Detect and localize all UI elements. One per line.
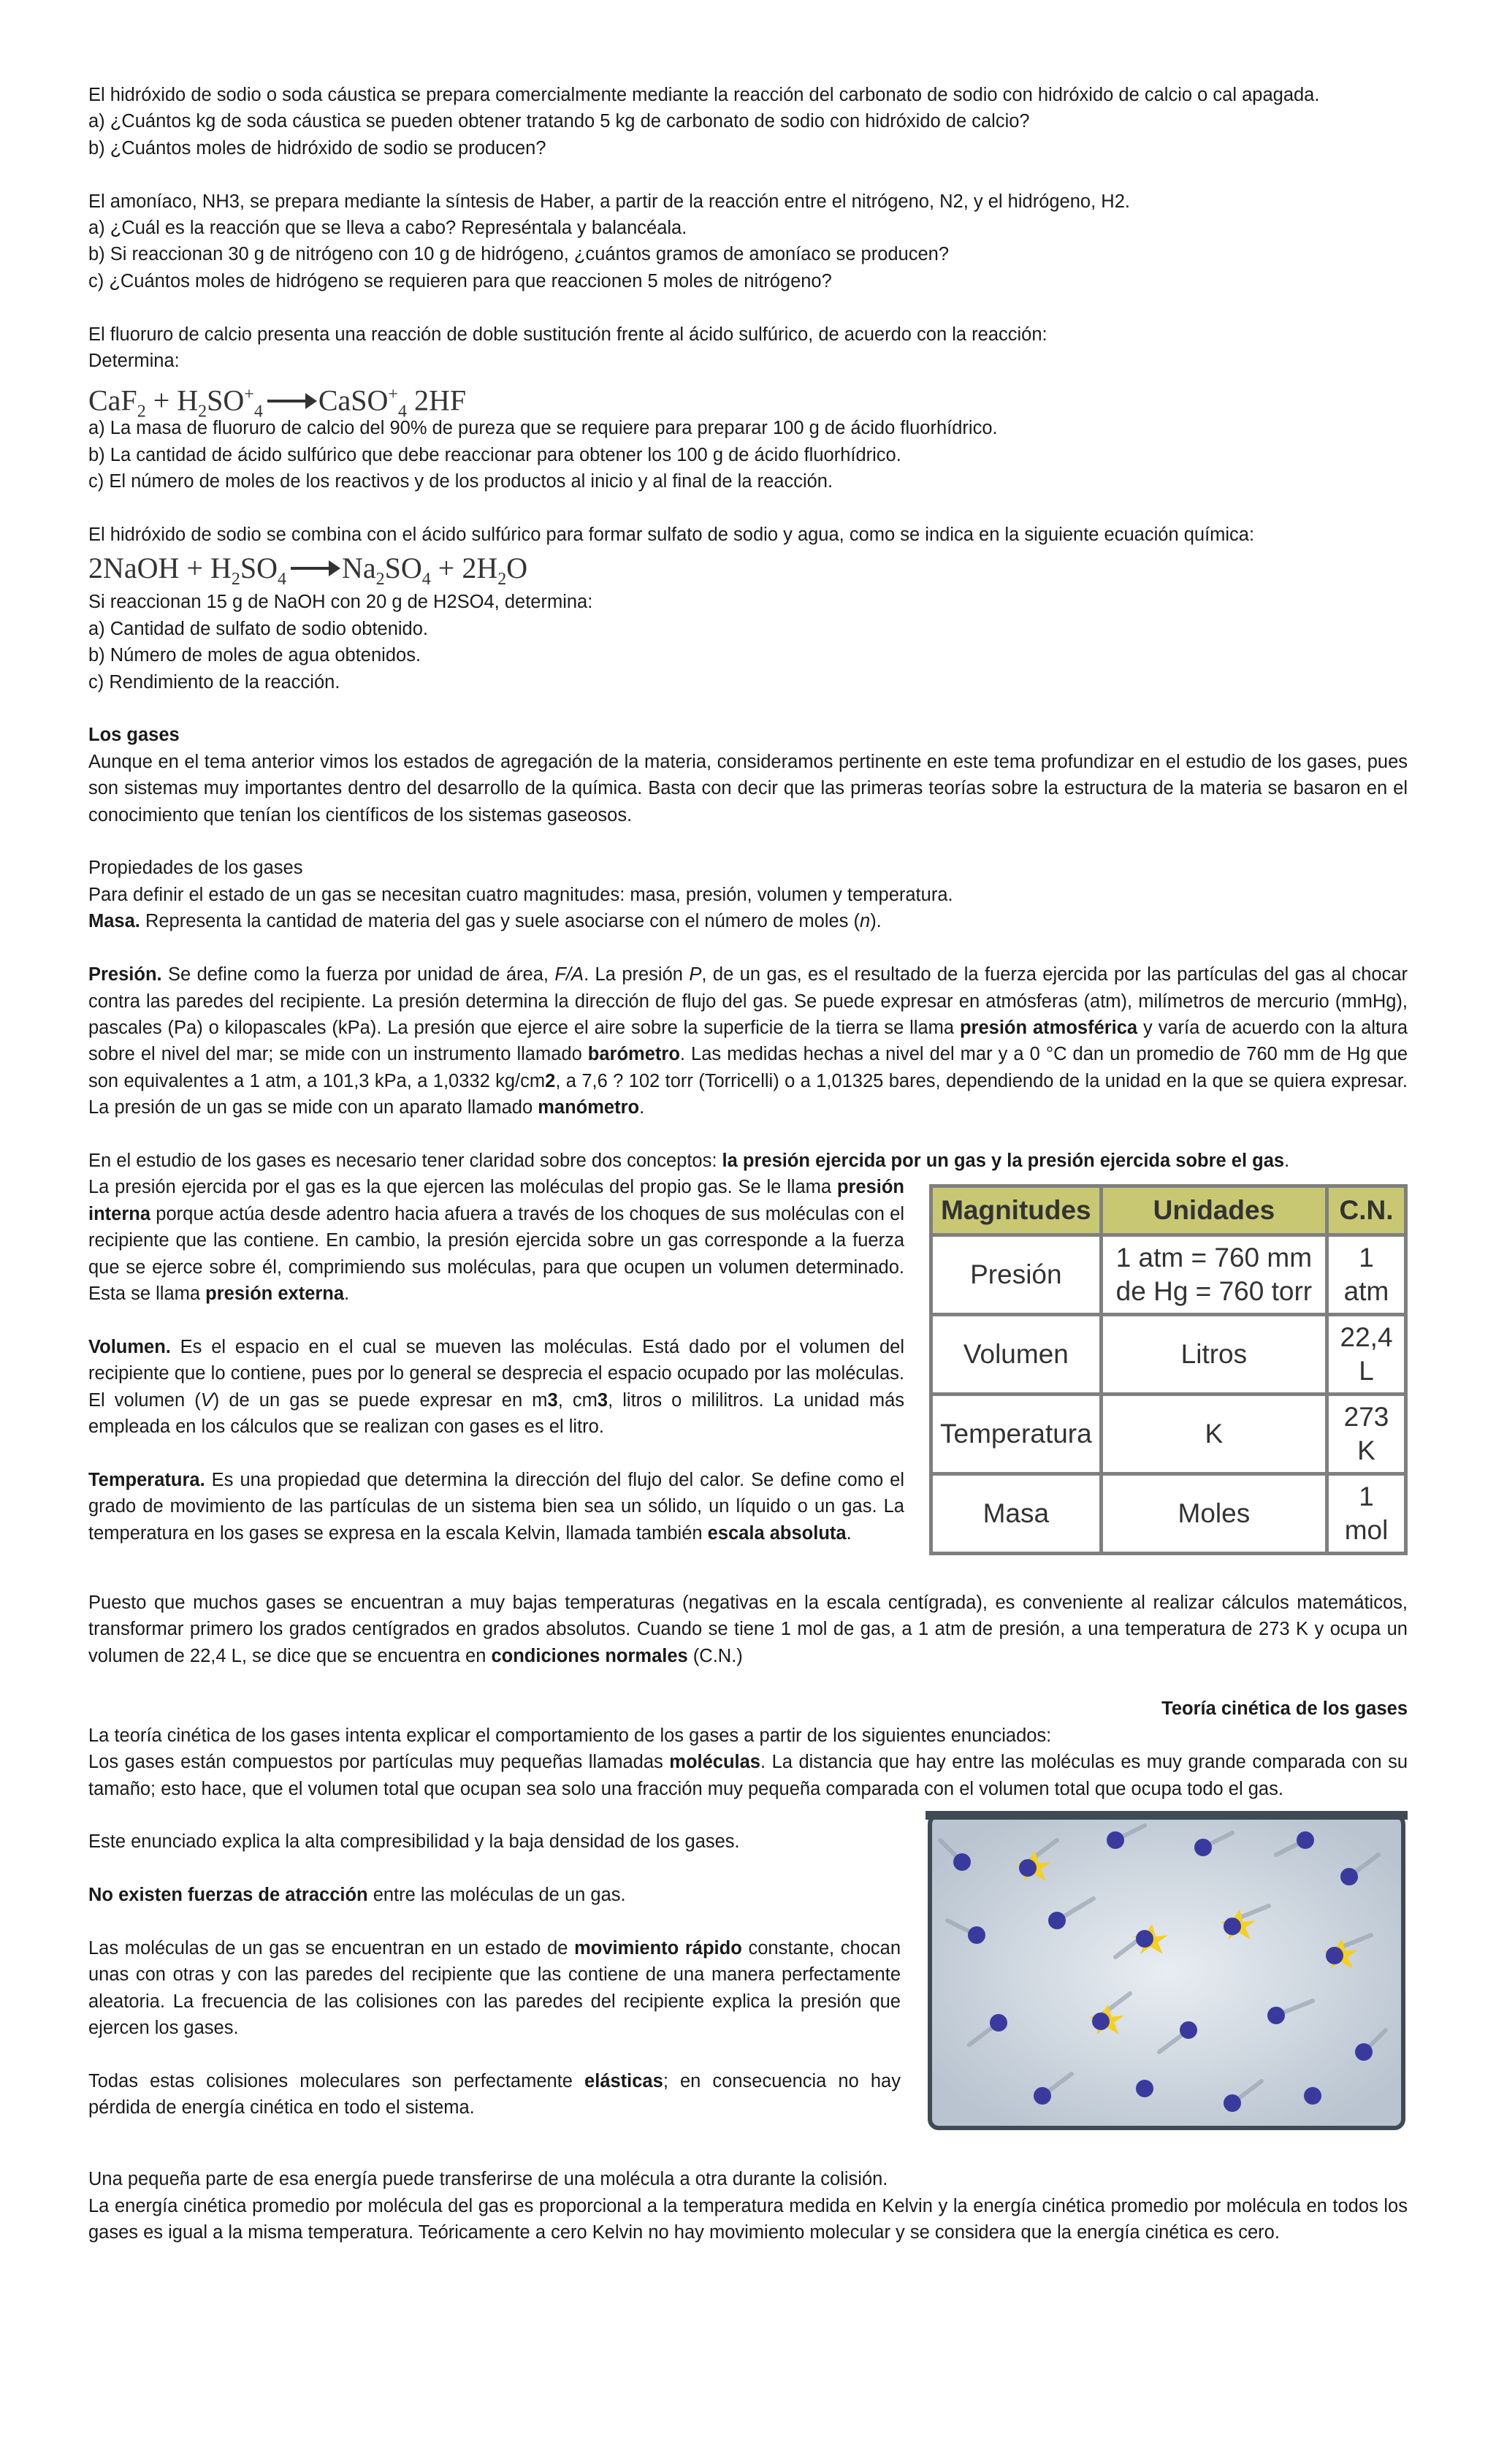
gases-intro: Aunque en el tema anterior vimos los estados de agregación de la materia, consideramos pertinente en este tema profundizar en el estudio de los gases, pues son sistemas muy importantes dentro del desarrollo de la química. Basta con decir que las primeras teorías sobre la estructura de la materia se basaron en el conocimiento que tenían los científicos de los sistemas gaseosos. <box>88 751 1408 825</box>
problem-3-statement: El fluoruro de calcio presenta una reacción de doble sustitución frente al ácido sulfúrico, de acuerdo con la reacción: <box>88 324 1047 345</box>
table-cell: K <box>1101 1395 1327 1474</box>
table-cell: Litros <box>1101 1315 1327 1395</box>
kinetic-molecules: Los gases están compuestos por partículas muy pequeñas llamadas moléculas. La distancia que hay entre las moléculas es muy grande comparada con su tamaño; esto hace, que el volumen total que ocupan sea solo una fracción muy pequeña comparada con el volumen total que ocupa todo el gas. <box>88 1752 1408 1799</box>
table-cell: Volumen <box>931 1315 1102 1395</box>
problem-3-b: b) La cantidad de ácido sulfúrico que debe reaccionar para obtener los 100 g de ácido fluorhídrico. <box>88 444 901 465</box>
table-row <box>931 1474 1406 1554</box>
table-header: Unidades <box>1101 1186 1327 1235</box>
problem-4-a: a) Cantidad de sulfato de sodio obtenido. <box>88 618 429 639</box>
problem-2-b: b) Si reaccionan 30 g de nitrógeno con 10 g de hidrógeno, ¿cuántos gramos de amoníaco se producen? <box>88 244 950 265</box>
properties-title: Propiedades de los gases <box>88 858 303 879</box>
problem-4-given: Si reaccionan 15 g de NaOH con 20 g de H2SO4, determina: <box>88 592 593 613</box>
equation-naoh: 2NaOH + $H_2SO_4$ $Na_2SO_4 + 2H_2O$ <box>88 552 528 590</box>
document-page <box>88 82 1408 2246</box>
volume-paragraph: Volumen. Es el espacio en el cual se mueven las moléculas. Está dado por el volumen del recipiente que lo contiene, pues por lo general se desprecia el espacio ocupado por las moléculas. El volumen (V) de un gas se puede expresar en m3, cm3, litros o mililitros. La unidad más empleada en los cálculos que se realizan con gases es el litro. <box>88 1336 904 1437</box>
equation-caf2: $CaF_2 + H_2SO^+_4$ CaSO+$_4$ 2HF <box>88 384 467 422</box>
units-table <box>929 1184 1408 1555</box>
kinetic-energy: La energía cinética promedio por molécula del gas es proporcional a la temperatura medida en Kelvin y la energía cinética promedio por molécula en todos los gases es igual a la misma temperatura. Teóricamente a cero Kelvin no hay movimiento molecular y se considera que la energía cinética es cero. <box>88 2195 1408 2243</box>
table-cell: Moles <box>1101 1474 1327 1554</box>
table-cell: 1 atm = 760 mm de Hg = 760 torr <box>1101 1235 1327 1315</box>
kinetic-elastic: Todas estas colisiones moleculares son perfectamente elásticas; en consecuencia no hay pérdida de energía cinética en todo el sistema. <box>88 2070 901 2118</box>
problem-4-b: b) Número de moles de agua obtenidos. <box>88 645 421 666</box>
section-title-gases: Los gases <box>88 725 180 746</box>
problem-1-a: a) ¿Cuántos kg de soda cáustica se pueden obtener tratando 5 kg de carbonato de sodio con hidróxido de calcio? <box>88 111 1030 132</box>
problem-2-a: a) ¿Cuál es la reacción que se lleva a cabo? Represéntala y balancéala. <box>88 218 687 239</box>
table-row <box>931 1235 1406 1315</box>
table-header: C.N. <box>1327 1186 1406 1235</box>
problem-2-statement: El amoníaco, NH3, se prepara mediante la síntesis de Haber, a partir de la reacción entre el nitrógeno, N2, y el hidrógeno, H2. <box>88 191 1130 212</box>
table-cell: Temperatura <box>931 1395 1102 1474</box>
kinetic-transfer: Una pequeña parte de esa energía puede transferirse de una molécula a otra durante la colisión. <box>88 2169 888 2190</box>
mass-paragraph: Masa. Representa la cantidad de materia del gas y suele asociarse con el número de moles (n). <box>88 911 882 932</box>
concepts-paragraph: En el estudio de los gases es necesario tener claridad sobre dos conceptos: la presión ejercida por un gas y la presión ejercida sobre el gas. <box>88 1150 1290 1171</box>
problem-3-c: c) El número de moles de los reactivos y de los productos al inicio y al final de la reacción. <box>88 471 833 492</box>
reaction-arrow-icon <box>267 400 314 403</box>
table-cell: 273 K <box>1327 1395 1406 1474</box>
table-row <box>931 1315 1406 1395</box>
problem-3-determine: Determina: <box>88 351 180 372</box>
pressure-paragraph: Presión. Se define como la fuerza por unidad de área, F/A. La presión P, de un gas, es el resultado de la fuerza ejercida por las partículas del gas al chocar contra las paredes del recipiente. La presión determina la dirección de flujo del gas. Se puede expresar en atmósferas (atm), milímetros de mercurio (mmHg), pascales (Pa) o kilopascales (kPa). La presión que ejerce el aire sobre la superficie de la tierra se llama presión atmosférica y varía de acuerdo con la altura sobre el nivel del mar; se mide con un instrumento llamado barómetro. Las medidas hechas a nivel del mar y a 0 °C dan un promedio de 760 mm de Hg que son equivalentes a 1 atm, a 101,3 kPa, a 1,0332 kg/cm2, a 7,6 ? 102 torr (Torricelli) o a 1,01325 bares, dependiendo de la unidad en la que se quiera expresar. La presión de un gas se mide con un aparato llamado manómetro. <box>88 964 1408 1118</box>
problem-2-c: c) ¿Cuántos moles de hidrógeno se requieren para que reaccionen 5 moles de nitrógeno? <box>88 270 832 291</box>
table-row <box>931 1395 1406 1474</box>
table-cell: 22,4 L <box>1327 1315 1406 1395</box>
gas-molecules-illustration <box>926 1811 1408 2132</box>
problem-4-statement: El hidróxido de sodio se combina con el ácido sulfúrico para formar sulfato de sodio y agua, como se indica en la siguiente ecuación química: <box>88 525 1255 546</box>
temperature-paragraph: Temperatura. Es una propiedad que determina la dirección del flujo del calor. Se define como el grado de movimiento de las partículas de un sistema bien sea un sólido, un líquido o un gas. La temperatura en los gases se expresa en la escala Kelvin, llamada también escala absoluta. <box>88 1469 904 1544</box>
properties-intro: Para definir el estado de un gas se necesitan cuatro magnitudes: masa, presión, volumen y temperatura. <box>88 884 953 905</box>
table-header: Magnitudes <box>931 1186 1102 1235</box>
problem-1-statement: El hidróxido de sodio o soda cáustica se prepara comercialmente mediante la reacción del carbonato de sodio con hidróxido de calcio o cal apagada. <box>88 85 1320 105</box>
reaction-arrow-icon <box>291 567 337 570</box>
table-cell: Masa <box>931 1474 1102 1554</box>
problem-4-c: c) Rendimiento de la reacción. <box>88 671 340 693</box>
kinetic-no-forces: No existen fuerzas de atracción entre las moléculas de un gas. <box>88 1885 626 1906</box>
kinetic-theory-title: Teoría cinética de los gases <box>1161 1698 1408 1720</box>
kinetic-compressibility: Este enunciado explica la alta compresibilidad y la baja densidad de los gases. <box>88 1831 740 1853</box>
table-cell: 1 atm <box>1327 1235 1406 1315</box>
table-header-row <box>931 1186 1406 1235</box>
problem-3-a: a) La masa de fluoruro de calcio del 90% de pureza que se requiere para preparar 100 g de ácido fluorhídrico. <box>88 418 998 439</box>
table-cell: Presión <box>931 1235 1102 1315</box>
units-table-container <box>929 1184 1408 1555</box>
normal-conditions-paragraph: Puesto que muchos gases se encuentran a muy bajas temperaturas (negativas en la escala centígrada), es conveniente al realizar cálculos matemáticos, transformar primero los grados centígrados en grados absolutos. Cuando se tiene 1 mol de gas, a 1 atm de presión, a una temperatura de 273 K y ocupa un volumen de 22,4 L, se dice que se encuentra en condiciones normales (C.N.) <box>88 1592 1408 1666</box>
table-cell: 1 mol <box>1327 1474 1406 1554</box>
gas-container-image <box>926 1811 1408 2132</box>
internal-pressure-paragraph: La presión ejercida por el gas es la que ejercen las moléculas del propio gas. Se le llama presión interna porque actúa desde adentro hacia afuera a través de los choques de sus moléculas con el recipiente que las contiene. En cambio, la presión ejercida sobre un gas corresponde a la fuerza que se ejerce sobre él, comprimiendo sus moléculas, para que ocupen un volumen determinado. Esta se llama presión externa. <box>88 1177 904 1304</box>
kinetic-motion: Las moléculas de un gas se encuentran en un estado de movimiento rápido constante, chocan unas con otras y con las paredes del recipiente que las contiene de una manera perfectamente aleatoria. La frecuencia de las colisiones con las paredes del recipiente explica la presión que ejercen los gases. <box>88 1937 901 2039</box>
problem-1-b: b) ¿Cuántos moles de hidróxido de sodio se producen? <box>88 137 546 159</box>
kinetic-intro: La teoría cinética de los gases intenta explicar el comportamiento de los gases a partir de los siguientes enunciados: <box>88 1725 1052 1746</box>
